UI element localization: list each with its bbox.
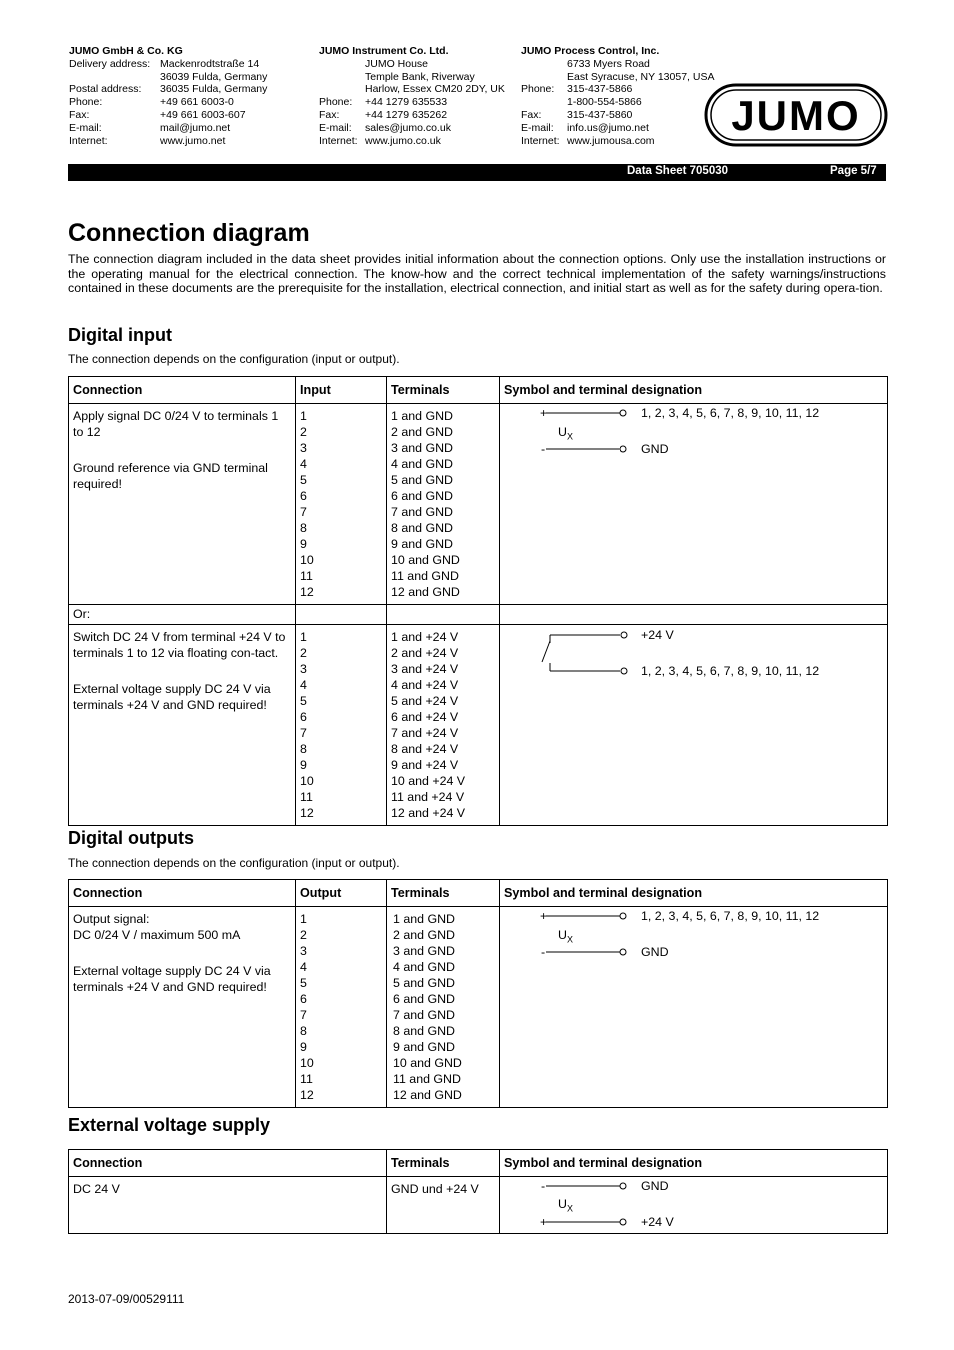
- list-item: 4: [300, 960, 307, 974]
- address-key: [521, 58, 567, 71]
- ux-label: $U_X$: [558, 425, 573, 442]
- address-line: [521, 96, 714, 109]
- digital-input-table: [68, 376, 888, 826]
- plus-sign: +: [540, 1215, 548, 1229]
- connection-text: External voltage supply DC 24 V via terminals +24 V and GND required!: [73, 964, 271, 994]
- list-item: 12 and GND: [391, 585, 460, 599]
- list-item: 11 and GND: [391, 569, 459, 583]
- ux-label: $U_X$: [558, 1197, 573, 1214]
- address-key: Fax:: [521, 108, 542, 121]
- list-item: 8 and GND: [393, 1024, 455, 1038]
- list-item: 7: [300, 726, 307, 740]
- company-block-usa: [521, 45, 714, 147]
- list-item: 7: [300, 505, 307, 519]
- address-value: +44 1279 635262: [365, 108, 448, 121]
- list-item: 9 and GND: [393, 1040, 455, 1054]
- address-line: [319, 71, 505, 84]
- list-item: 3: [300, 441, 307, 455]
- connection-text: Apply signal DC 0/24 V to terminals 1 to 12: [73, 409, 279, 439]
- col-header: Symbol and terminal designation: [500, 1150, 888, 1177]
- list-item: 6 and GND: [391, 489, 453, 503]
- connection-text: DC 0/24 V / maximum 500 mA: [73, 928, 241, 942]
- symbol-cell: [500, 1177, 888, 1234]
- connection-cell: [69, 625, 296, 826]
- address-value: 36039 Fulda, Germany: [160, 70, 268, 83]
- list-item: 12: [300, 585, 314, 599]
- address-key: Fax:: [319, 108, 340, 121]
- address-key: Internet:: [521, 134, 560, 147]
- logo-text: JUMO: [731, 92, 861, 139]
- list-item: 5 and +24 V: [391, 694, 459, 708]
- input-list: [296, 404, 387, 605]
- connection-text: External voltage supply DC 24 V via terminals +24 V and GND required!: [73, 682, 271, 712]
- terminal-list: [387, 625, 500, 826]
- list-item: 12: [300, 1088, 314, 1102]
- address-line: [521, 58, 714, 71]
- list-item: 6: [300, 710, 307, 724]
- list-item: 1: [300, 912, 307, 926]
- address-line: [69, 58, 267, 71]
- connection-cell: DC 24 V: [69, 1177, 387, 1234]
- address-key: Delivery address:: [69, 57, 151, 70]
- list-item: 6: [300, 992, 307, 1006]
- list-item: 10 and +24 V: [391, 774, 466, 788]
- input-list: [296, 625, 387, 826]
- address-key: [319, 58, 365, 71]
- address-line: [69, 71, 267, 84]
- table-row: [69, 907, 888, 1108]
- list-item: 8: [300, 1024, 307, 1038]
- address-line: [319, 109, 505, 122]
- list-item: 9: [300, 537, 307, 551]
- list-item: 1 and GND: [393, 912, 455, 926]
- jumo-logo: [704, 83, 888, 147]
- list-item: 5: [300, 694, 307, 708]
- datasheet-number: Data Sheet 705030: [627, 165, 729, 177]
- col-header: Input: [296, 377, 387, 404]
- address-value: www.jumo.net: [160, 134, 226, 147]
- terminal-designation: GND: [641, 1179, 669, 1193]
- page-title: Connection diagram: [68, 219, 310, 247]
- col-header: Terminals: [387, 377, 500, 404]
- symbol-cell: [500, 625, 888, 826]
- list-item: 3: [300, 944, 307, 958]
- connection-cell: [69, 404, 296, 605]
- terminal-list: [387, 907, 500, 1108]
- list-item: 4 and +24 V: [391, 678, 459, 692]
- company-name: JUMO GmbH & Co. KG: [69, 45, 183, 57]
- address-key: Internet:: [319, 134, 358, 147]
- connection-text: Switch DC 24 V from terminal +24 V to terminals 1 to 12 via floating con-tact.: [73, 630, 286, 660]
- list-item: 7 and +24 V: [391, 726, 459, 740]
- list-item: 10: [300, 774, 314, 788]
- list-item: 4 and GND: [391, 457, 453, 471]
- address-line: [521, 71, 714, 84]
- plus-sign: +: [540, 406, 548, 420]
- or-label: Or:: [69, 605, 296, 625]
- address-value: 315-437-5860: [567, 108, 633, 121]
- connection-text: Ground reference via GND terminal required!: [73, 461, 268, 491]
- list-item: 1 and GND: [391, 409, 453, 423]
- ux-label: $U_X$: [558, 928, 573, 945]
- list-item: 2 and GND: [393, 928, 455, 942]
- address-key: [319, 71, 365, 84]
- terminal-designation: GND: [641, 945, 669, 959]
- address-value: Harlow, Essex CM20 2DY, UK: [365, 83, 505, 96]
- section-heading-digital-input: Digital input: [68, 325, 172, 345]
- list-item: 6 and GND: [393, 992, 455, 1006]
- address-key: Phone:: [69, 96, 103, 109]
- table-header-row: [69, 1150, 888, 1177]
- address-value: info.us@jumo.net: [567, 121, 649, 134]
- section-heading-digital-outputs: Digital outputs: [68, 828, 194, 848]
- section-note: The connection depends on the configuration (input or output).: [68, 856, 400, 870]
- list-item: 2: [300, 646, 307, 660]
- list-item: 2 and GND: [391, 425, 453, 439]
- list-item: 4: [300, 457, 307, 471]
- connection-cell: [69, 907, 296, 1108]
- list-item: 10: [300, 1056, 314, 1070]
- list-item: 12 and +24 V: [391, 806, 466, 820]
- terminal-designation: +24 V: [641, 1215, 674, 1229]
- section-heading-external-supply: External voltage supply: [68, 1115, 271, 1135]
- list-item: 8 and GND: [391, 521, 453, 535]
- terminal-designation: +24 V: [641, 628, 674, 642]
- address-line: [319, 83, 505, 96]
- list-item: 11: [300, 1072, 313, 1086]
- address-key: [521, 96, 567, 109]
- address-value: mail@jumo.net: [160, 121, 231, 134]
- col-header: Connection: [69, 377, 296, 404]
- list-item: 4: [300, 678, 307, 692]
- address-value: +44 1279 635533: [365, 96, 448, 109]
- terminal-designation: 1, 2, 3, 4, 5, 6, 7, 8, 9, 10, 11, 12: [641, 909, 820, 923]
- address-key: [69, 71, 160, 84]
- address-value: www.jumousa.com: [567, 134, 655, 147]
- col-header: Symbol and terminal designation: [500, 377, 888, 404]
- list-item: 4 and GND: [393, 960, 455, 974]
- company-block-uk: [319, 45, 505, 147]
- address-line: [521, 83, 714, 96]
- address-key: Phone:: [521, 83, 555, 96]
- col-header: Output: [296, 880, 387, 907]
- company-name: JUMO Instrument Co. Ltd.: [319, 45, 449, 57]
- address-key: [521, 71, 567, 84]
- address-key: E-mail:: [69, 121, 102, 134]
- list-item: 11: [300, 790, 313, 804]
- list-item: 6: [300, 489, 307, 503]
- list-item: 7 and GND: [393, 1008, 455, 1022]
- list-item: 3 and GND: [393, 944, 455, 958]
- table-row: [69, 625, 888, 826]
- address-key: Fax:: [69, 108, 90, 121]
- minus-sign: -: [541, 1179, 546, 1193]
- list-item: 5: [300, 473, 307, 487]
- col-header: Connection: [69, 880, 296, 907]
- col-header: Connection: [69, 1150, 387, 1177]
- address-key: [319, 83, 365, 96]
- address-line: [521, 109, 714, 122]
- address-line: [319, 96, 505, 109]
- floating-contact-symbol: [500, 625, 630, 685]
- address-key: Postal address:: [69, 83, 142, 96]
- address-value: Mackenrodtstraße 14: [160, 57, 260, 70]
- address-value: www.jumo.co.uk: [365, 134, 441, 147]
- list-item: 3: [300, 662, 307, 676]
- terminal-designation: 1, 2, 3, 4, 5, 6, 7, 8, 9, 10, 11, 12: [641, 406, 820, 420]
- address-line: [319, 122, 505, 135]
- list-item: 7 and GND: [391, 505, 453, 519]
- minus-sign: -: [541, 945, 546, 959]
- document-footer: 2013-07-09/00529111: [68, 1292, 185, 1306]
- list-item: 10: [300, 553, 314, 567]
- col-header: Symbol and terminal designation: [500, 880, 888, 907]
- list-item: 5: [300, 976, 307, 990]
- list-item: 8: [300, 521, 307, 535]
- table-row: [69, 404, 888, 605]
- address-value: +49 661 6003-607: [160, 108, 246, 121]
- col-header: Terminals: [387, 1150, 500, 1177]
- list-item: 6 and +24 V: [391, 710, 459, 724]
- address-line: [319, 58, 505, 71]
- connection-text: Output signal:: [73, 912, 150, 926]
- output-list: [296, 907, 387, 1108]
- address-key: Phone:: [319, 96, 353, 109]
- plus-sign: +: [540, 909, 548, 923]
- address-line: [521, 122, 714, 135]
- company-name: JUMO Process Control, Inc.: [521, 45, 660, 57]
- address-line: [69, 96, 267, 109]
- list-item: 9 and +24 V: [391, 758, 459, 772]
- list-item: 10 and GND: [393, 1056, 462, 1070]
- list-item: 2 and +24 V: [391, 646, 459, 660]
- address-line: [69, 83, 267, 96]
- list-item: 9: [300, 1040, 307, 1054]
- list-item: 5 and GND: [393, 976, 455, 990]
- list-item: 1: [300, 630, 307, 644]
- list-item: 11: [300, 569, 313, 583]
- list-item: 7: [300, 1008, 307, 1022]
- address-value: sales@jumo.co.uk: [365, 121, 451, 134]
- list-item: 3 and +24 V: [391, 662, 459, 676]
- list-item: 12: [300, 806, 314, 820]
- list-item: 1 and +24 V: [391, 630, 459, 644]
- list-item: 8: [300, 742, 307, 756]
- address-line: [69, 135, 267, 148]
- address-value: +49 661 6003-0: [160, 96, 234, 109]
- terminal-cell: GND und +24 V: [387, 1177, 500, 1234]
- list-item: 5 and GND: [391, 473, 453, 487]
- external-supply-table: [68, 1149, 888, 1234]
- address-key: Internet:: [69, 134, 108, 147]
- list-item: 8 and +24 V: [391, 742, 459, 756]
- col-header: Terminals: [387, 880, 500, 907]
- address-line: [69, 122, 267, 135]
- address-line: [521, 135, 714, 148]
- list-item: 9: [300, 758, 307, 772]
- address-value: 6733 Myers Road: [567, 57, 650, 70]
- address-value: 36035 Fulda, Germany: [160, 83, 268, 96]
- table-row: [69, 1177, 888, 1234]
- table-header-row: [69, 880, 888, 907]
- address-line: [319, 135, 505, 148]
- table-header-row: [69, 377, 888, 404]
- terminal-list: [387, 404, 500, 605]
- digital-outputs-table: [68, 879, 888, 1108]
- symbol-cell: [500, 404, 888, 605]
- intro-paragraph: The connection diagram included in the data sheet provides initial information about the connection options. Only use the installation instructions or the operating manual for the electrical connection. The know-how and the correct technical implementation of the safety warnings/instructions contained in these documents are the prerequisite for the installation, electrical connection, and initial start as well as for the safety during opera-tion.: [68, 252, 886, 295]
- list-item: 9 and GND: [391, 537, 453, 551]
- terminal-designation: 1, 2, 3, 4, 5, 6, 7, 8, 9, 10, 11, 12: [641, 664, 820, 678]
- minus-sign: -: [541, 442, 546, 456]
- address-value: 315-437-5866: [567, 83, 633, 96]
- list-item: 1: [300, 409, 307, 423]
- list-item: 11 and GND: [393, 1072, 461, 1086]
- address-line: [69, 109, 267, 122]
- list-item: 3 and GND: [391, 441, 453, 455]
- list-item: 12 and GND: [393, 1088, 462, 1102]
- terminal-designation: GND: [641, 442, 669, 456]
- address-key: E-mail:: [521, 121, 554, 134]
- section-note: The connection depends on the configuration (input or output).: [68, 352, 400, 366]
- company-block-germany: [69, 45, 267, 147]
- address-key: E-mail:: [319, 121, 352, 134]
- address-value: East Syracuse, NY 13057, USA: [567, 70, 715, 83]
- list-item: 11 and +24 V: [391, 790, 465, 804]
- address-value: Temple Bank, Riverway: [365, 70, 475, 83]
- address-value: 1-800-554-5866: [567, 96, 642, 109]
- symbol-cell: [500, 907, 888, 1108]
- list-item: 10 and GND: [391, 553, 460, 567]
- datasheet-bar: [68, 164, 886, 181]
- address-value: JUMO House: [365, 57, 429, 70]
- list-item: 2: [300, 928, 307, 942]
- table-row: [69, 605, 888, 625]
- page-number: Page 5/7: [830, 165, 877, 177]
- list-item: 2: [300, 425, 307, 439]
